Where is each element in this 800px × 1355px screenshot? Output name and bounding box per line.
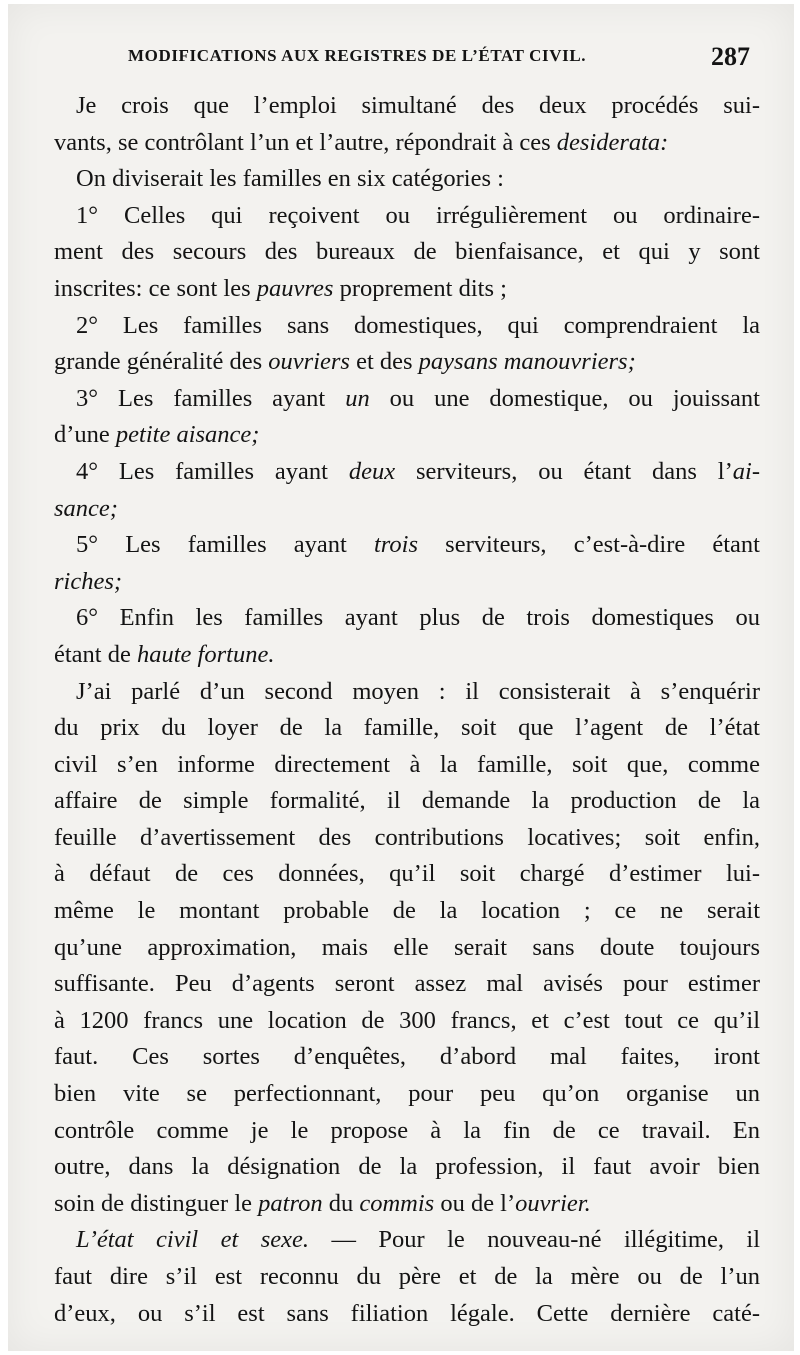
text-line [54, 1039, 760, 1076]
text-segment: 5° Les familles ayant [76, 531, 374, 559]
text-segment: faut dire s’il est reconnu du père et de la mère ou de l’un [54, 1263, 760, 1290]
text-line [54, 564, 760, 601]
text-line [54, 747, 760, 784]
italic-text-segment: sance; [54, 494, 118, 522]
italic-text-segment: L’état civil et sexe. [76, 1226, 310, 1254]
page-body-text [54, 88, 760, 1332]
text-segment: On diviserait les familles en six catégories : [76, 165, 504, 193]
text-segment: soin de distinguer le [54, 1189, 259, 1217]
page-header [128, 42, 750, 72]
text-segment: ou une domestique, ou jouissant [369, 384, 760, 412]
text-segment: même le montant probable de la location ; ce ne serait [54, 897, 760, 925]
text-segment: feuille d’avertissement des contributions locatives; soit enfin, [54, 823, 760, 851]
text-line [54, 1186, 760, 1223]
text-line [54, 600, 760, 637]
italic-text-segment: ouvrier. [515, 1189, 591, 1217]
text-segment: grande généralité des [54, 348, 269, 376]
text-segment: du prix du loyer de la famille, soit que l’agent de l’état [54, 714, 760, 742]
italic-text-segment: deux [348, 457, 396, 485]
text-line [54, 637, 760, 674]
text-segment: et des [349, 348, 419, 376]
text-segment: d’une [54, 421, 116, 449]
italic-text-segment: ai- [732, 457, 760, 485]
text-line [54, 491, 760, 528]
text-segment: 4° Les familles ayant [76, 457, 349, 485]
text-line [54, 966, 760, 1003]
text-line [54, 893, 760, 930]
text-segment: affaire de simple formalité, il demande la production de la [54, 787, 760, 815]
text-line [54, 125, 760, 162]
text-segment: 6° Enfin les familles ayant plus de trois domestiques ou [76, 604, 760, 632]
text-segment: à défaut de ces données, qu’il soit chargé d’estimer lui- [54, 860, 760, 888]
text-segment: Je crois que l’emploi simultané des deux procédés sui- [76, 92, 760, 119]
text-line [54, 527, 760, 564]
italic-text-segment: trois [374, 531, 419, 559]
text-line [54, 1076, 760, 1113]
running-head: MODIFICATIONS AUX REGISTRES DE L’ÉTAT CIVIL. [128, 46, 587, 65]
text-line [54, 234, 760, 271]
text-segment: serviteurs, ou étant dans l’ [395, 457, 733, 485]
italic-text-segment: ouvriers [268, 348, 350, 376]
text-segment: vants, se contrôlant l’un et l’autre, répondrait à ces [54, 128, 557, 156]
text-line [54, 930, 760, 967]
text-segment: 1° Celles qui reçoivent ou irrégulièrement ou ordinaire- [76, 201, 760, 229]
text-line [54, 271, 760, 308]
text-line [54, 417, 760, 454]
text-line [54, 1222, 760, 1259]
text-segment: qu’une approximation, mais elle serait sans doute toujours [54, 933, 760, 961]
text-segment: étant de [54, 640, 137, 668]
book-page [8, 4, 794, 1351]
italic-text-segment: paysans manouvriers; [418, 348, 636, 376]
text-segment: d’eux, ou s’il est sans filiation légale. Cette dernière caté- [54, 1299, 760, 1327]
text-segment: à 1200 francs une location de 300 francs, et c’est tout ce qu’il [54, 1006, 760, 1034]
text-line [54, 1003, 760, 1040]
text-segment: — Pour le nouveau-né illégitime, il [309, 1226, 760, 1254]
text-line [54, 710, 760, 747]
text-line [54, 454, 760, 491]
text-line [54, 381, 760, 418]
text-segment: outre, dans la désignation de la profession, il faut avoir bien [54, 1153, 760, 1181]
italic-text-segment: un [345, 384, 370, 412]
text-segment: ment des secours des bureaux de bienfaisance, et qui y sont [54, 238, 760, 266]
text-line [54, 674, 760, 711]
text-line [54, 88, 760, 125]
text-segment: ou de l’ [434, 1189, 516, 1217]
text-line [54, 161, 760, 198]
text-segment: proprement dits ; [333, 274, 507, 302]
text-line [54, 820, 760, 857]
italic-text-segment: haute fortune. [137, 640, 275, 668]
text-line [54, 783, 760, 820]
italic-text-segment: desiderata: [556, 128, 669, 156]
page-number: 287 [711, 42, 750, 71]
text-segment: contrôle comme je le propose à la fin de ce travail. En [54, 1116, 760, 1144]
text-line [54, 1113, 760, 1150]
italic-text-segment: patron [258, 1189, 323, 1217]
text-segment: inscrites: ce sont les [54, 274, 257, 302]
text-line [54, 1296, 760, 1333]
text-segment: J’ai parlé d’un second moyen : il consisterait à s’enquérir [76, 677, 760, 705]
italic-text-segment: riches; [54, 567, 123, 595]
italic-text-segment: pauvres [256, 274, 334, 302]
italic-text-segment: commis [359, 1189, 435, 1217]
text-segment: 2° Les familles sans domestiques, qui comprendraient la [76, 311, 760, 339]
text-segment: du [322, 1189, 360, 1217]
text-segment: suffisante. Peu d’agents seront assez mal avisés pour estimer [54, 970, 760, 998]
text-line [54, 1259, 760, 1296]
text-segment: serviteurs, c’est-à-dire étant [418, 531, 760, 559]
text-line [54, 856, 760, 893]
text-segment: faut. Ces sortes d’enquêtes, d’abord mal faites, iront [54, 1043, 760, 1071]
text-line [54, 308, 760, 345]
text-segment: 3° Les familles ayant [76, 384, 346, 412]
italic-text-segment: petite aisance; [115, 421, 260, 449]
text-segment: civil s’en informe directement à la famille, soit que, comme [54, 750, 760, 778]
text-line [54, 1149, 760, 1186]
text-segment: bien vite se perfectionnant, pour peu qu’on organise un [54, 1080, 760, 1108]
text-line [54, 198, 760, 235]
text-line [54, 344, 760, 381]
